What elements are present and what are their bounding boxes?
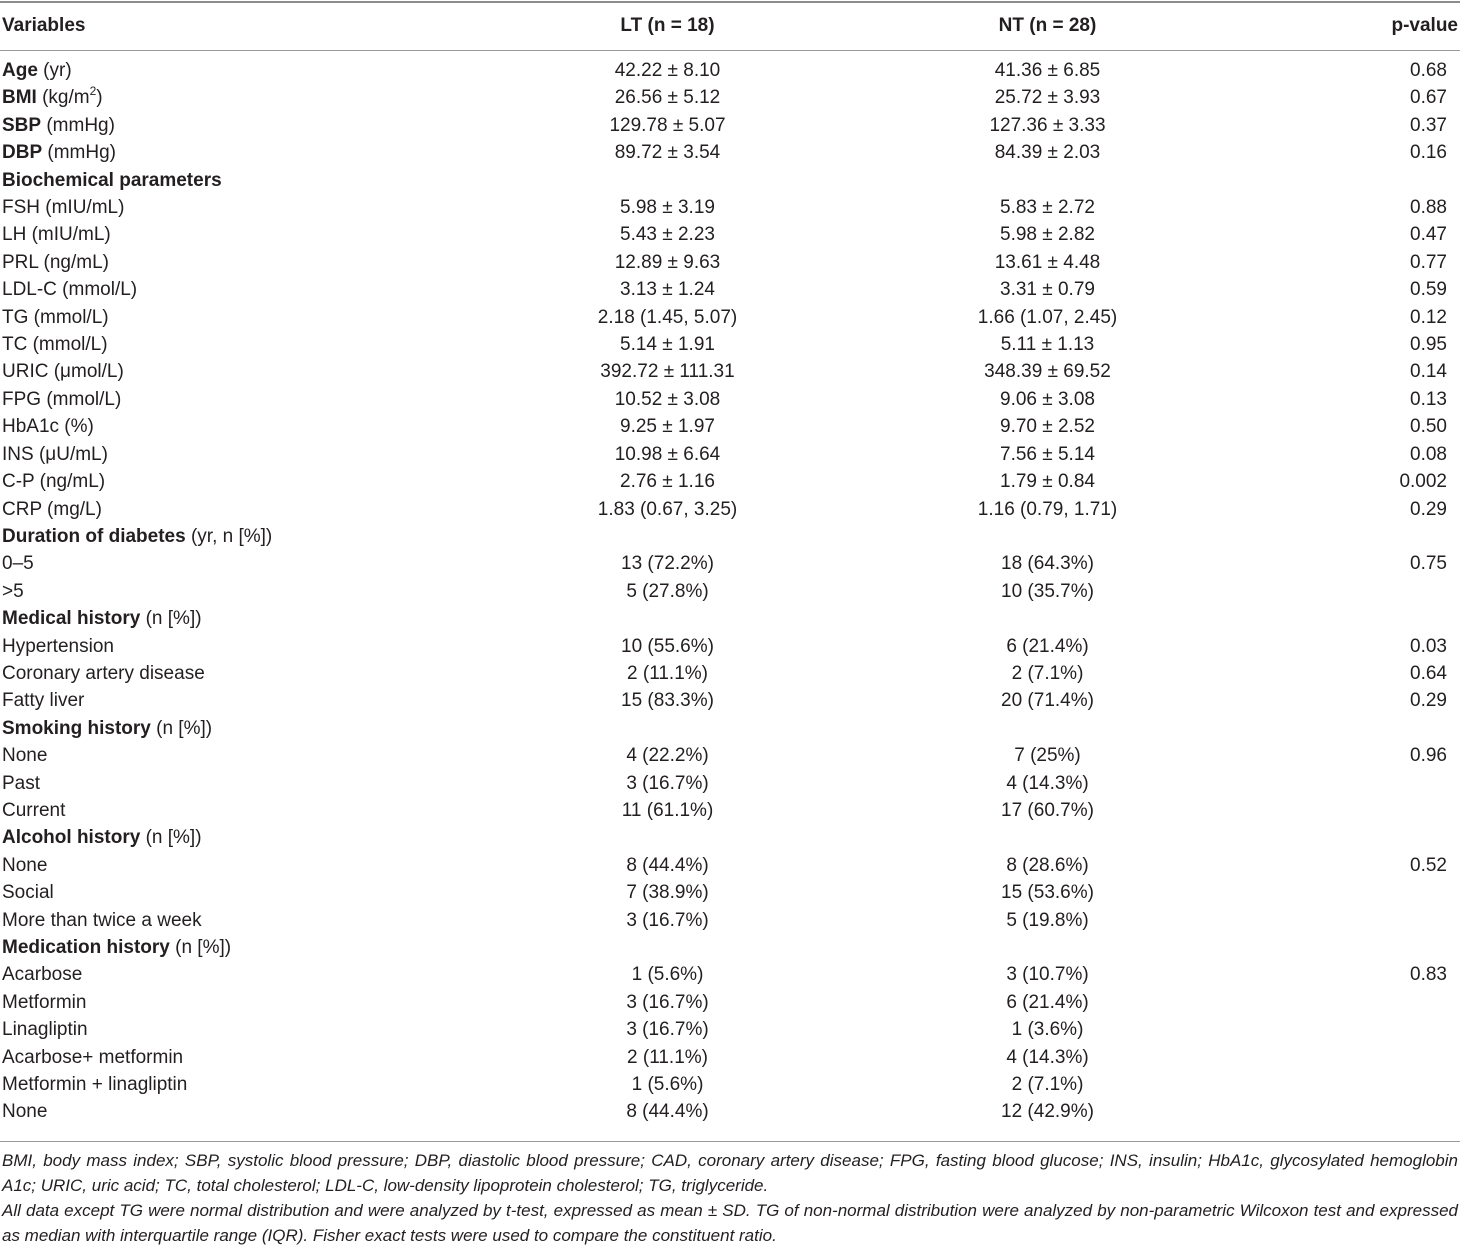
cell-p-value: 0.52	[1410, 854, 1447, 876]
cell-variable	[0, 1071, 430, 1098]
section-row	[0, 715, 1460, 742]
variable-superscript: 2	[89, 84, 97, 99]
variable-label: (mmHg)	[41, 114, 115, 136]
variable-label: LH (mIU/mL)	[2, 224, 111, 246]
cell-lt: 8 (44.4%)	[626, 854, 709, 876]
cell-nt: 1 (3.6%)	[1011, 1019, 1084, 1041]
section-row	[0, 523, 1460, 550]
cell-variable	[0, 550, 430, 577]
table-row	[0, 578, 1460, 605]
cell-p-value: 0.50	[1410, 416, 1447, 438]
cell-nt	[830, 824, 1250, 851]
cell-lt: 89.72 ± 3.54	[614, 142, 721, 164]
table-body	[0, 50, 1460, 1126]
cell-variable	[0, 84, 430, 111]
variable-bold-label: BMI	[2, 87, 37, 109]
table-footnotes	[2, 1149, 1458, 1249]
cell-p-value: 0.16	[1410, 142, 1447, 164]
cell-variable	[0, 413, 430, 440]
cell-lt: 5 (27.8%)	[626, 580, 709, 602]
variable-label: PRL (ng/mL)	[2, 251, 109, 273]
cell-nt: 348.39 ± 69.52	[984, 361, 1111, 383]
variable-label: Metformin + linagliptin	[2, 1074, 188, 1096]
table-row	[0, 194, 1460, 221]
table-row	[0, 797, 1460, 824]
variable-label: Coronary artery disease	[2, 662, 205, 684]
variable-label-suffix: )	[96, 87, 103, 109]
variable-bold-label: Duration of diabetes	[2, 525, 186, 547]
cell-nt: 5.98 ± 2.82	[1000, 224, 1095, 246]
table-row	[0, 441, 1460, 468]
cell-nt: 2 (7.1%)	[1011, 1074, 1084, 1096]
cell-p-value	[1250, 1016, 1460, 1043]
cell-variable	[0, 824, 430, 851]
variable-label: >5	[2, 580, 24, 602]
table-row	[0, 496, 1460, 523]
cell-variable	[0, 139, 430, 166]
table-row	[0, 989, 1460, 1016]
table-row	[0, 742, 1460, 769]
cell-variable	[0, 1016, 430, 1043]
variable-label: FSH (mIU/mL)	[2, 197, 125, 219]
table-row	[0, 84, 1460, 111]
cell-nt: 1.16 (0.79, 1.71)	[977, 498, 1118, 520]
header-p-value: p-value	[1391, 15, 1458, 36]
cell-nt: 6 (21.4%)	[1006, 635, 1089, 657]
cell-nt: 18 (64.3%)	[1001, 553, 1094, 575]
variable-label: (yr, n [%])	[185, 525, 273, 547]
table-row	[0, 660, 1460, 687]
cell-lt: 9.25 ± 1.97	[620, 416, 715, 438]
table-row	[0, 1044, 1460, 1071]
cell-lt: 12.89 ± 9.63	[614, 251, 721, 273]
cell-variable	[0, 331, 430, 358]
variable-label: None	[2, 854, 48, 876]
cell-lt: 10.52 ± 3.08	[614, 388, 721, 410]
cell-p-value: 0.88	[1410, 197, 1447, 219]
variable-label: (yr)	[37, 60, 72, 81]
cell-variable	[0, 715, 430, 742]
cell-lt: 129.78 ± 5.07	[609, 114, 726, 136]
cell-p-value	[1250, 989, 1460, 1016]
variable-label: CRP (mg/L)	[2, 498, 102, 520]
variable-label: More than twice a week	[2, 909, 202, 931]
cell-variable	[0, 249, 430, 276]
cell-lt	[430, 605, 830, 632]
variable-label: (n [%])	[169, 937, 232, 958]
variable-label: LDL-C (mmol/L)	[2, 279, 138, 301]
cell-lt: 5.43 ± 2.23	[620, 224, 715, 246]
variable-bold-label: Age	[2, 60, 38, 81]
cell-p-value: 0.77	[1410, 251, 1447, 273]
variable-bold-label: Medical history	[2, 608, 141, 630]
cell-p-value	[1250, 907, 1460, 934]
cell-p-value	[1250, 1071, 1460, 1098]
cell-p-value	[1250, 879, 1460, 906]
cell-nt: 10 (35.7%)	[1001, 580, 1094, 602]
table-row	[0, 687, 1460, 714]
cell-p-value	[1250, 715, 1460, 742]
cell-lt: 7 (38.9%)	[626, 882, 709, 904]
cell-lt: 3.13 ± 1.24	[620, 279, 715, 301]
cell-lt	[430, 523, 830, 550]
cell-lt: 2 (11.1%)	[627, 1046, 708, 1068]
cell-lt: 42.22 ± 8.10	[614, 60, 721, 81]
cell-nt: 1.79 ± 0.84	[1000, 471, 1095, 493]
cell-variable	[0, 907, 430, 934]
cell-lt	[430, 824, 830, 851]
cell-variable	[0, 276, 430, 303]
variable-label: Acarbose+ metformin	[2, 1046, 184, 1068]
cell-variable	[0, 50, 430, 84]
characteristics-table	[0, 12, 1460, 1126]
cell-p-value: 0.14	[1410, 361, 1447, 383]
cell-variable	[0, 660, 430, 687]
cell-nt	[830, 167, 1250, 194]
cell-nt: 84.39 ± 2.03	[994, 142, 1101, 164]
cell-lt: 3 (16.7%)	[626, 772, 709, 794]
table-row	[0, 961, 1460, 988]
variable-label: Acarbose	[2, 964, 83, 986]
cell-nt: 7 (25%)	[1014, 745, 1081, 767]
table-row	[0, 633, 1460, 660]
table-row	[0, 550, 1460, 577]
table-row	[0, 879, 1460, 906]
cell-p-value	[1250, 578, 1460, 605]
table-row	[0, 358, 1460, 385]
cell-nt: 5.83 ± 2.72	[1000, 197, 1095, 219]
cell-p-value: 0.67	[1410, 87, 1447, 109]
cell-p-value	[1250, 167, 1460, 194]
variable-bold-label: Biochemical parameters	[2, 169, 222, 191]
table-row	[0, 304, 1460, 331]
cell-lt: 1 (5.6%)	[631, 964, 704, 986]
variable-label: C-P (ng/mL)	[2, 471, 106, 493]
table-row	[0, 907, 1460, 934]
cell-nt: 12 (42.9%)	[1001, 1101, 1094, 1123]
cell-nt: 1.66 (1.07, 2.45)	[977, 306, 1118, 328]
cell-nt: 3.31 ± 0.79	[1000, 279, 1095, 301]
cell-nt: 7.56 ± 5.14	[1000, 443, 1095, 465]
cell-lt: 15 (83.3%)	[621, 690, 714, 712]
cell-lt: 1 (5.6%)	[631, 1074, 704, 1096]
cell-variable	[0, 578, 430, 605]
cell-nt: 3 (10.7%)	[1006, 964, 1089, 986]
cell-variable	[0, 386, 430, 413]
variable-label: (n [%])	[140, 827, 202, 849]
cell-p-value: 0.13	[1410, 388, 1447, 410]
cell-nt: 2 (7.1%)	[1011, 662, 1084, 684]
cell-lt: 8 (44.4%)	[626, 1101, 709, 1123]
cell-variable	[0, 770, 430, 797]
cell-variable	[0, 468, 430, 495]
cell-p-value: 0.29	[1410, 690, 1447, 712]
section-row	[0, 824, 1460, 851]
table-top-rule	[0, 1, 1460, 3]
cell-variable	[0, 112, 430, 139]
table-row	[0, 276, 1460, 303]
cell-lt: 10 (55.6%)	[621, 635, 714, 657]
table-row	[0, 50, 1460, 84]
variable-bold-label: SBP	[2, 114, 42, 136]
cell-lt: 11 (61.1%)	[621, 799, 714, 821]
variable-label: Linagliptin	[2, 1019, 88, 1041]
cell-p-value: 0.68	[1410, 60, 1447, 81]
cell-variable	[0, 1098, 430, 1125]
cell-p-value: 0.83	[1410, 964, 1447, 986]
variable-label: TG (mmol/L)	[2, 306, 109, 328]
section-row	[0, 605, 1460, 632]
variable-label: 0–5	[2, 553, 34, 575]
variable-label: TC (mmol/L)	[2, 334, 108, 356]
table-row	[0, 139, 1460, 166]
variable-label: Social	[2, 882, 54, 904]
cell-p-value: 0.29	[1410, 498, 1447, 520]
cell-p-value	[1250, 523, 1460, 550]
cell-variable	[0, 523, 430, 550]
variable-label: Metformin	[2, 991, 87, 1013]
cell-lt: 392.72 ± 111.31	[600, 361, 735, 383]
cell-p-value: 0.12	[1410, 306, 1447, 328]
variable-label: (n [%])	[140, 608, 202, 630]
cell-lt: 3 (16.7%)	[626, 991, 709, 1013]
cell-lt: 10.98 ± 6.64	[614, 443, 721, 465]
cell-lt: 3 (16.7%)	[626, 1019, 709, 1041]
cell-lt: 26.56 ± 5.12	[614, 87, 721, 109]
cell-lt: 5.14 ± 1.91	[620, 334, 715, 356]
cell-variable	[0, 358, 430, 385]
cell-variable	[0, 797, 430, 824]
cell-variable	[0, 852, 430, 879]
cell-variable	[0, 304, 430, 331]
variable-label: FPG (mmol/L)	[2, 388, 122, 410]
variable-label: INS (μU/mL)	[2, 443, 108, 465]
cell-p-value: 0.002	[1399, 471, 1447, 493]
variable-bold-label: Smoking history	[2, 717, 151, 739]
cell-p-value	[1250, 797, 1460, 824]
cell-variable	[0, 605, 430, 632]
section-row	[0, 167, 1460, 194]
cell-p-value: 0.47	[1410, 224, 1447, 246]
cell-lt: 5.98 ± 3.19	[620, 197, 715, 219]
table-row	[0, 1016, 1460, 1043]
cell-p-value: 0.03	[1410, 635, 1447, 657]
variable-label: Hypertension	[2, 635, 114, 657]
cell-nt: 4 (14.3%)	[1006, 772, 1089, 794]
cell-variable	[0, 934, 430, 961]
table-row	[0, 1098, 1460, 1125]
cell-p-value: 0.64	[1410, 662, 1447, 684]
cell-nt: 5.11 ± 1.13	[1000, 334, 1095, 356]
cell-nt: 13.61 ± 4.48	[994, 251, 1101, 273]
cell-p-value	[1250, 1098, 1460, 1125]
cell-lt: 3 (16.7%)	[626, 909, 709, 931]
table-row	[0, 852, 1460, 879]
cell-p-value: 0.96	[1410, 745, 1447, 767]
cell-nt: 5 (19.8%)	[1006, 909, 1089, 931]
header-variables: Variables	[2, 15, 86, 36]
cell-lt: 2.18 (1.45, 5.07)	[597, 306, 738, 328]
cell-nt: 4 (14.3%)	[1006, 1046, 1089, 1068]
cell-nt	[830, 523, 1250, 550]
cell-nt: 9.70 ± 2.52	[1000, 416, 1095, 438]
table-row	[0, 468, 1460, 495]
cell-p-value	[1250, 605, 1460, 632]
cell-variable	[0, 221, 430, 248]
cell-variable	[0, 742, 430, 769]
cell-variable	[0, 496, 430, 523]
cell-variable	[0, 1044, 430, 1071]
cell-p-value	[1250, 824, 1460, 851]
table-row	[0, 249, 1460, 276]
variable-label: (mmHg)	[42, 142, 117, 164]
variable-label: Fatty liver	[2, 690, 85, 712]
cell-nt: 41.36 ± 6.85	[994, 60, 1101, 81]
cell-nt	[830, 934, 1250, 961]
variable-label: (kg/m	[36, 87, 90, 109]
footnote-methods: All data except TG were normal distribution and were analyzed by t-test, expressed as mean ± SD. TG of non-normal distribution were analyzed by non-parametric Wilcoxon test and expressed as median with interquartile range (IQR). Fisher exact tests were used to compare the constituent ratio.	[2, 1201, 1458, 1245]
table-row	[0, 413, 1460, 440]
table-row	[0, 1071, 1460, 1098]
table-bottom-rule	[0, 1141, 1460, 1142]
cell-p-value: 0.37	[1410, 114, 1447, 136]
cell-lt: 13 (72.2%)	[621, 553, 714, 575]
cell-variable	[0, 633, 430, 660]
cell-nt: 6 (21.4%)	[1006, 991, 1089, 1013]
cell-variable	[0, 194, 430, 221]
cell-lt	[430, 167, 830, 194]
cell-variable	[0, 989, 430, 1016]
table-row	[0, 221, 1460, 248]
header-lt: LT (n = 18)	[620, 15, 715, 36]
cell-variable	[0, 687, 430, 714]
variable-bold-label: Alcohol history	[2, 827, 141, 849]
section-row	[0, 934, 1460, 961]
cell-nt	[830, 715, 1250, 742]
cell-variable	[0, 441, 430, 468]
footnote-abbreviations: BMI, body mass index; SBP, systolic blood pressure; DBP, diastolic blood pressure; CAD, coronary artery disease; FPG, fasting blood glucose; INS, insulin; HbA1c, glycosylated hemoglobin A1c; URIC, uric acid; TC, total cholesterol; LDL-C, low-density lipoprotein cholesterol; TG, triglyceride.	[2, 1151, 1458, 1195]
cell-lt: 2.76 ± 1.16	[620, 471, 715, 493]
cell-lt: 1.83 (0.67, 3.25)	[597, 498, 738, 520]
table-header-row	[0, 12, 1460, 50]
cell-nt: 127.36 ± 3.33	[989, 114, 1106, 136]
cell-variable	[0, 879, 430, 906]
cell-p-value: 0.08	[1410, 443, 1447, 465]
variable-label: (n [%])	[150, 717, 213, 739]
cell-nt	[830, 605, 1250, 632]
variable-label: Past	[2, 772, 41, 794]
table-row	[0, 770, 1460, 797]
cell-p-value	[1250, 934, 1460, 961]
cell-nt: 9.06 ± 3.08	[1000, 388, 1095, 410]
variable-bold-label: Medication history	[2, 937, 170, 958]
variable-label: None	[2, 1101, 48, 1123]
table-row	[0, 112, 1460, 139]
cell-lt	[430, 715, 830, 742]
cell-nt: 17 (60.7%)	[1001, 799, 1094, 821]
variable-label: None	[2, 745, 48, 767]
variable-bold-label: DBP	[2, 142, 43, 164]
cell-p-value: 0.75	[1410, 553, 1447, 575]
table-row	[0, 331, 1460, 358]
cell-nt: 20 (71.4%)	[1001, 690, 1094, 712]
table-row	[0, 386, 1460, 413]
cell-p-value	[1250, 1044, 1460, 1071]
variable-label: HbA1c (%)	[2, 416, 94, 438]
variable-label: Current	[2, 799, 66, 821]
cell-variable	[0, 167, 430, 194]
cell-lt: 4 (22.2%)	[626, 745, 709, 767]
cell-lt	[430, 934, 830, 961]
cell-variable	[0, 961, 430, 988]
cell-nt: 8 (28.6%)	[1006, 854, 1089, 876]
cell-nt: 25.72 ± 3.93	[994, 87, 1101, 109]
header-nt: NT (n = 28)	[998, 15, 1097, 36]
cell-p-value: 0.59	[1410, 279, 1447, 301]
variable-label: URIC (μmol/L)	[2, 361, 124, 383]
cell-lt: 2 (11.1%)	[627, 662, 708, 684]
cell-p-value	[1250, 770, 1460, 797]
cell-p-value: 0.95	[1410, 334, 1447, 356]
cell-nt: 15 (53.6%)	[1001, 882, 1094, 904]
